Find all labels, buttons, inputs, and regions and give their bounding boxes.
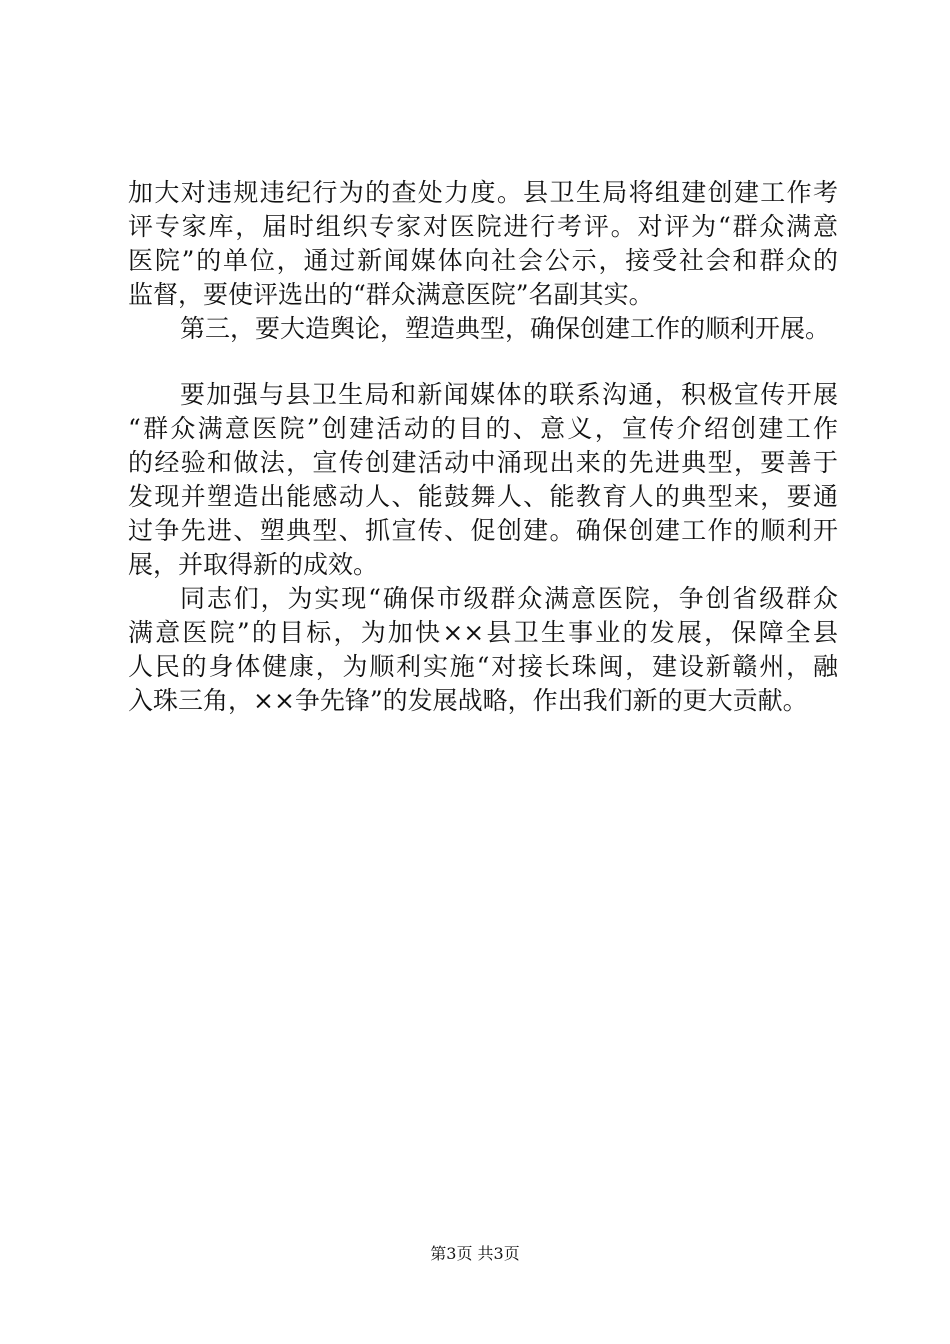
page-footer <box>0 1243 950 1265</box>
text-line: 要加强与县卫生局和新闻媒体的联系沟通，积极宣传开展 <box>180 380 838 409</box>
text-line: 第三，要大造舆论，塑造典型，确保创建工作的顺利开展。 <box>180 314 831 343</box>
text-line: “群众满意医院”创建活动的目的、意义，宣传介绍创建工作 <box>128 414 838 443</box>
text-line: 的经验和做法，宣传创建活动中涌现出来的先进典型，要善于 <box>128 448 838 477</box>
text-line: 医院”的单位，通过新闻媒体向社会公示，接受社会和群众的 <box>128 246 838 275</box>
paragraph-1 <box>128 176 838 312</box>
text-line: 同志们，为实现“确保市级群众满意医院，争创省级群众 <box>180 584 838 613</box>
paragraph-spacer <box>128 346 838 378</box>
text-line: 加大对违规违纪行为的查处力度。县卫生局将组建创建工作考 <box>128 178 838 207</box>
text-line: 展，并取得新的成效。 <box>128 550 379 579</box>
document-body <box>128 176 838 718</box>
text-line: 人民的身体健康，为顺利实施“对接长珠闽，建设新赣州，融 <box>128 652 838 681</box>
text-line: 过争先进、塑典型、抓宣传、促创建。确保创建工作的顺利开 <box>128 516 838 545</box>
paragraph-3 <box>128 378 838 582</box>
text-line: 满意医院”的目标，为加快××县卫生事业的发展，保障全县 <box>128 618 838 647</box>
paragraph-4 <box>128 582 838 718</box>
page-number-label: 第3页 共3页 <box>430 1244 520 1263</box>
text-line: 入珠三角，××争先锋”的发展战略，作出我们新的更大贡献。 <box>128 686 808 715</box>
paragraph-2 <box>128 312 838 346</box>
text-line: 发现并塑造出能感动人、能鼓舞人、能教育人的典型来，要通 <box>128 482 838 511</box>
text-line: 评专家库，届时组织专家对医院进行考评。对评为“群众满意 <box>128 212 838 241</box>
text-line: 监督，要使评选出的“群众满意医院”名副其实。 <box>128 280 654 309</box>
